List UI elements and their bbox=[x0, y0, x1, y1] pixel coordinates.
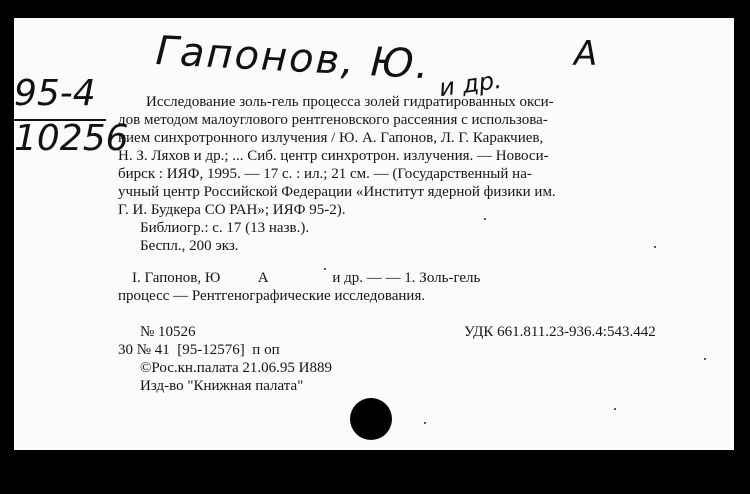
accession-number: 10256 bbox=[14, 118, 129, 159]
speck bbox=[614, 408, 616, 410]
speck bbox=[324, 268, 326, 270]
order-line: 30 № 41 [95-12576] п оп bbox=[118, 342, 280, 358]
publisher-line: Изд-во "Книжная палата" bbox=[140, 378, 304, 394]
ink-blot bbox=[350, 398, 392, 440]
description-line: дов методом малоуглового рентгеновского рассеяния с использова- bbox=[118, 112, 548, 128]
speck bbox=[484, 218, 486, 220]
description-line: нием синхротронного излучения / Ю. А. Гапонов, Л. Г. Каракчиев, bbox=[118, 130, 544, 146]
udc-code: УДК 661.811.23-936.4:543.442 bbox=[464, 324, 656, 340]
tracing-line: I. Гапонов, Ю А и др. — — 1. Золь-гель bbox=[132, 270, 481, 286]
speck bbox=[704, 358, 706, 360]
catalog-card bbox=[14, 18, 734, 450]
handwritten-initial: А bbox=[574, 34, 598, 74]
handwritten-author: Гапонов, Ю. bbox=[154, 28, 432, 89]
description-line: бирск : ИЯФ, 1995. — 17 с. : ил.; 21 см. — (Государственный на- bbox=[118, 166, 532, 182]
distribution-note: Беспл., 200 экз. bbox=[140, 238, 239, 254]
handwritten-et-al: и др. bbox=[437, 65, 504, 103]
bibliography-note: Библиогр.: с. 17 (13 назв.). bbox=[140, 220, 310, 236]
description-line: Исследование золь-гель процесса золей гидратированных окси- bbox=[146, 94, 554, 110]
registration-number: № 10526 bbox=[140, 324, 196, 340]
call-number: 95-4 bbox=[14, 73, 96, 114]
copyright-line: ©Рос.кн.палата 21.06.95 И889 bbox=[140, 360, 333, 376]
speck bbox=[424, 422, 426, 424]
tracing-line: процесс — Рентгенографические исследования. bbox=[118, 288, 426, 304]
description-line: Н. З. Ляхов и др.; ... Сиб. центр синхротрон. излучения. — Новоси- bbox=[118, 148, 549, 164]
description-line: учный центр Российской Федерации «Институт ядерной физики им. bbox=[118, 184, 556, 200]
description-line: Г. И. Будкера СО РАН»; ИЯФ 95-2). bbox=[118, 202, 346, 218]
speck bbox=[654, 246, 656, 248]
